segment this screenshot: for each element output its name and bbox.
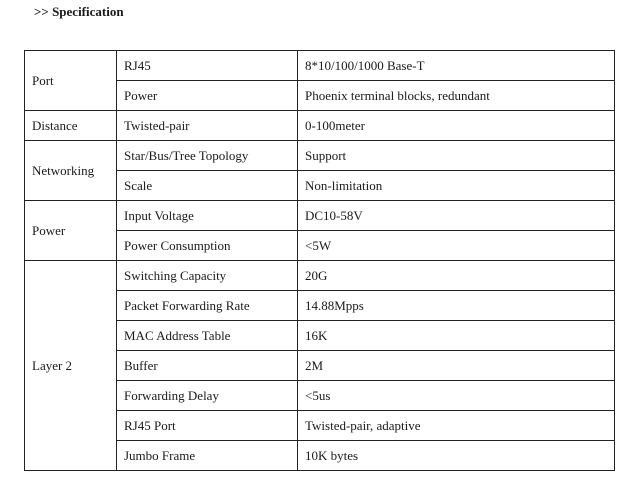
- category-cell: Port: [25, 51, 117, 111]
- section-heading: >> Specification: [34, 4, 124, 19]
- value-cell: Non-limitation: [298, 171, 615, 201]
- specification-table-body: [25, 51, 615, 471]
- category-cell: Power: [25, 201, 117, 261]
- parameter-cell: RJ45: [117, 51, 298, 81]
- value-cell: Phoenix terminal blocks, redundant: [298, 81, 615, 111]
- value-cell: 2M: [298, 351, 615, 381]
- table-row: [25, 261, 615, 291]
- parameter-cell: Forwarding Delay: [117, 381, 298, 411]
- category-cell: Layer 2: [25, 261, 117, 471]
- parameter-cell: MAC Address Table: [117, 321, 298, 351]
- parameter-cell: Switching Capacity: [117, 261, 298, 291]
- value-cell: Twisted-pair, adaptive: [298, 411, 615, 441]
- parameter-cell: RJ45 Port: [117, 411, 298, 441]
- parameter-cell: Power: [117, 81, 298, 111]
- value-cell: <5W: [298, 231, 615, 261]
- parameter-cell: Twisted-pair: [117, 111, 298, 141]
- value-cell: 0-100meter: [298, 111, 615, 141]
- parameter-cell: Input Voltage: [117, 201, 298, 231]
- parameter-cell: Buffer: [117, 351, 298, 381]
- value-cell: 20G: [298, 261, 615, 291]
- value-cell: DC10-58V: [298, 201, 615, 231]
- parameter-cell: Power Consumption: [117, 231, 298, 261]
- category-cell: Networking: [25, 141, 117, 201]
- table-row: [25, 51, 615, 81]
- value-cell: 14.88Mpps: [298, 291, 615, 321]
- specification-table: [24, 50, 615, 471]
- table-row: [25, 141, 615, 171]
- value-cell: Support: [298, 141, 615, 171]
- value-cell: 10K bytes: [298, 441, 615, 471]
- value-cell: <5us: [298, 381, 615, 411]
- value-cell: 8*10/100/1000 Base-T: [298, 51, 615, 81]
- table-row: [25, 201, 615, 231]
- parameter-cell: Jumbo Frame: [117, 441, 298, 471]
- parameter-cell: Scale: [117, 171, 298, 201]
- category-cell: Distance: [25, 111, 117, 141]
- value-cell: 16K: [298, 321, 615, 351]
- parameter-cell: Packet Forwarding Rate: [117, 291, 298, 321]
- parameter-cell: Star/Bus/Tree Topology: [117, 141, 298, 171]
- table-row: [25, 111, 615, 141]
